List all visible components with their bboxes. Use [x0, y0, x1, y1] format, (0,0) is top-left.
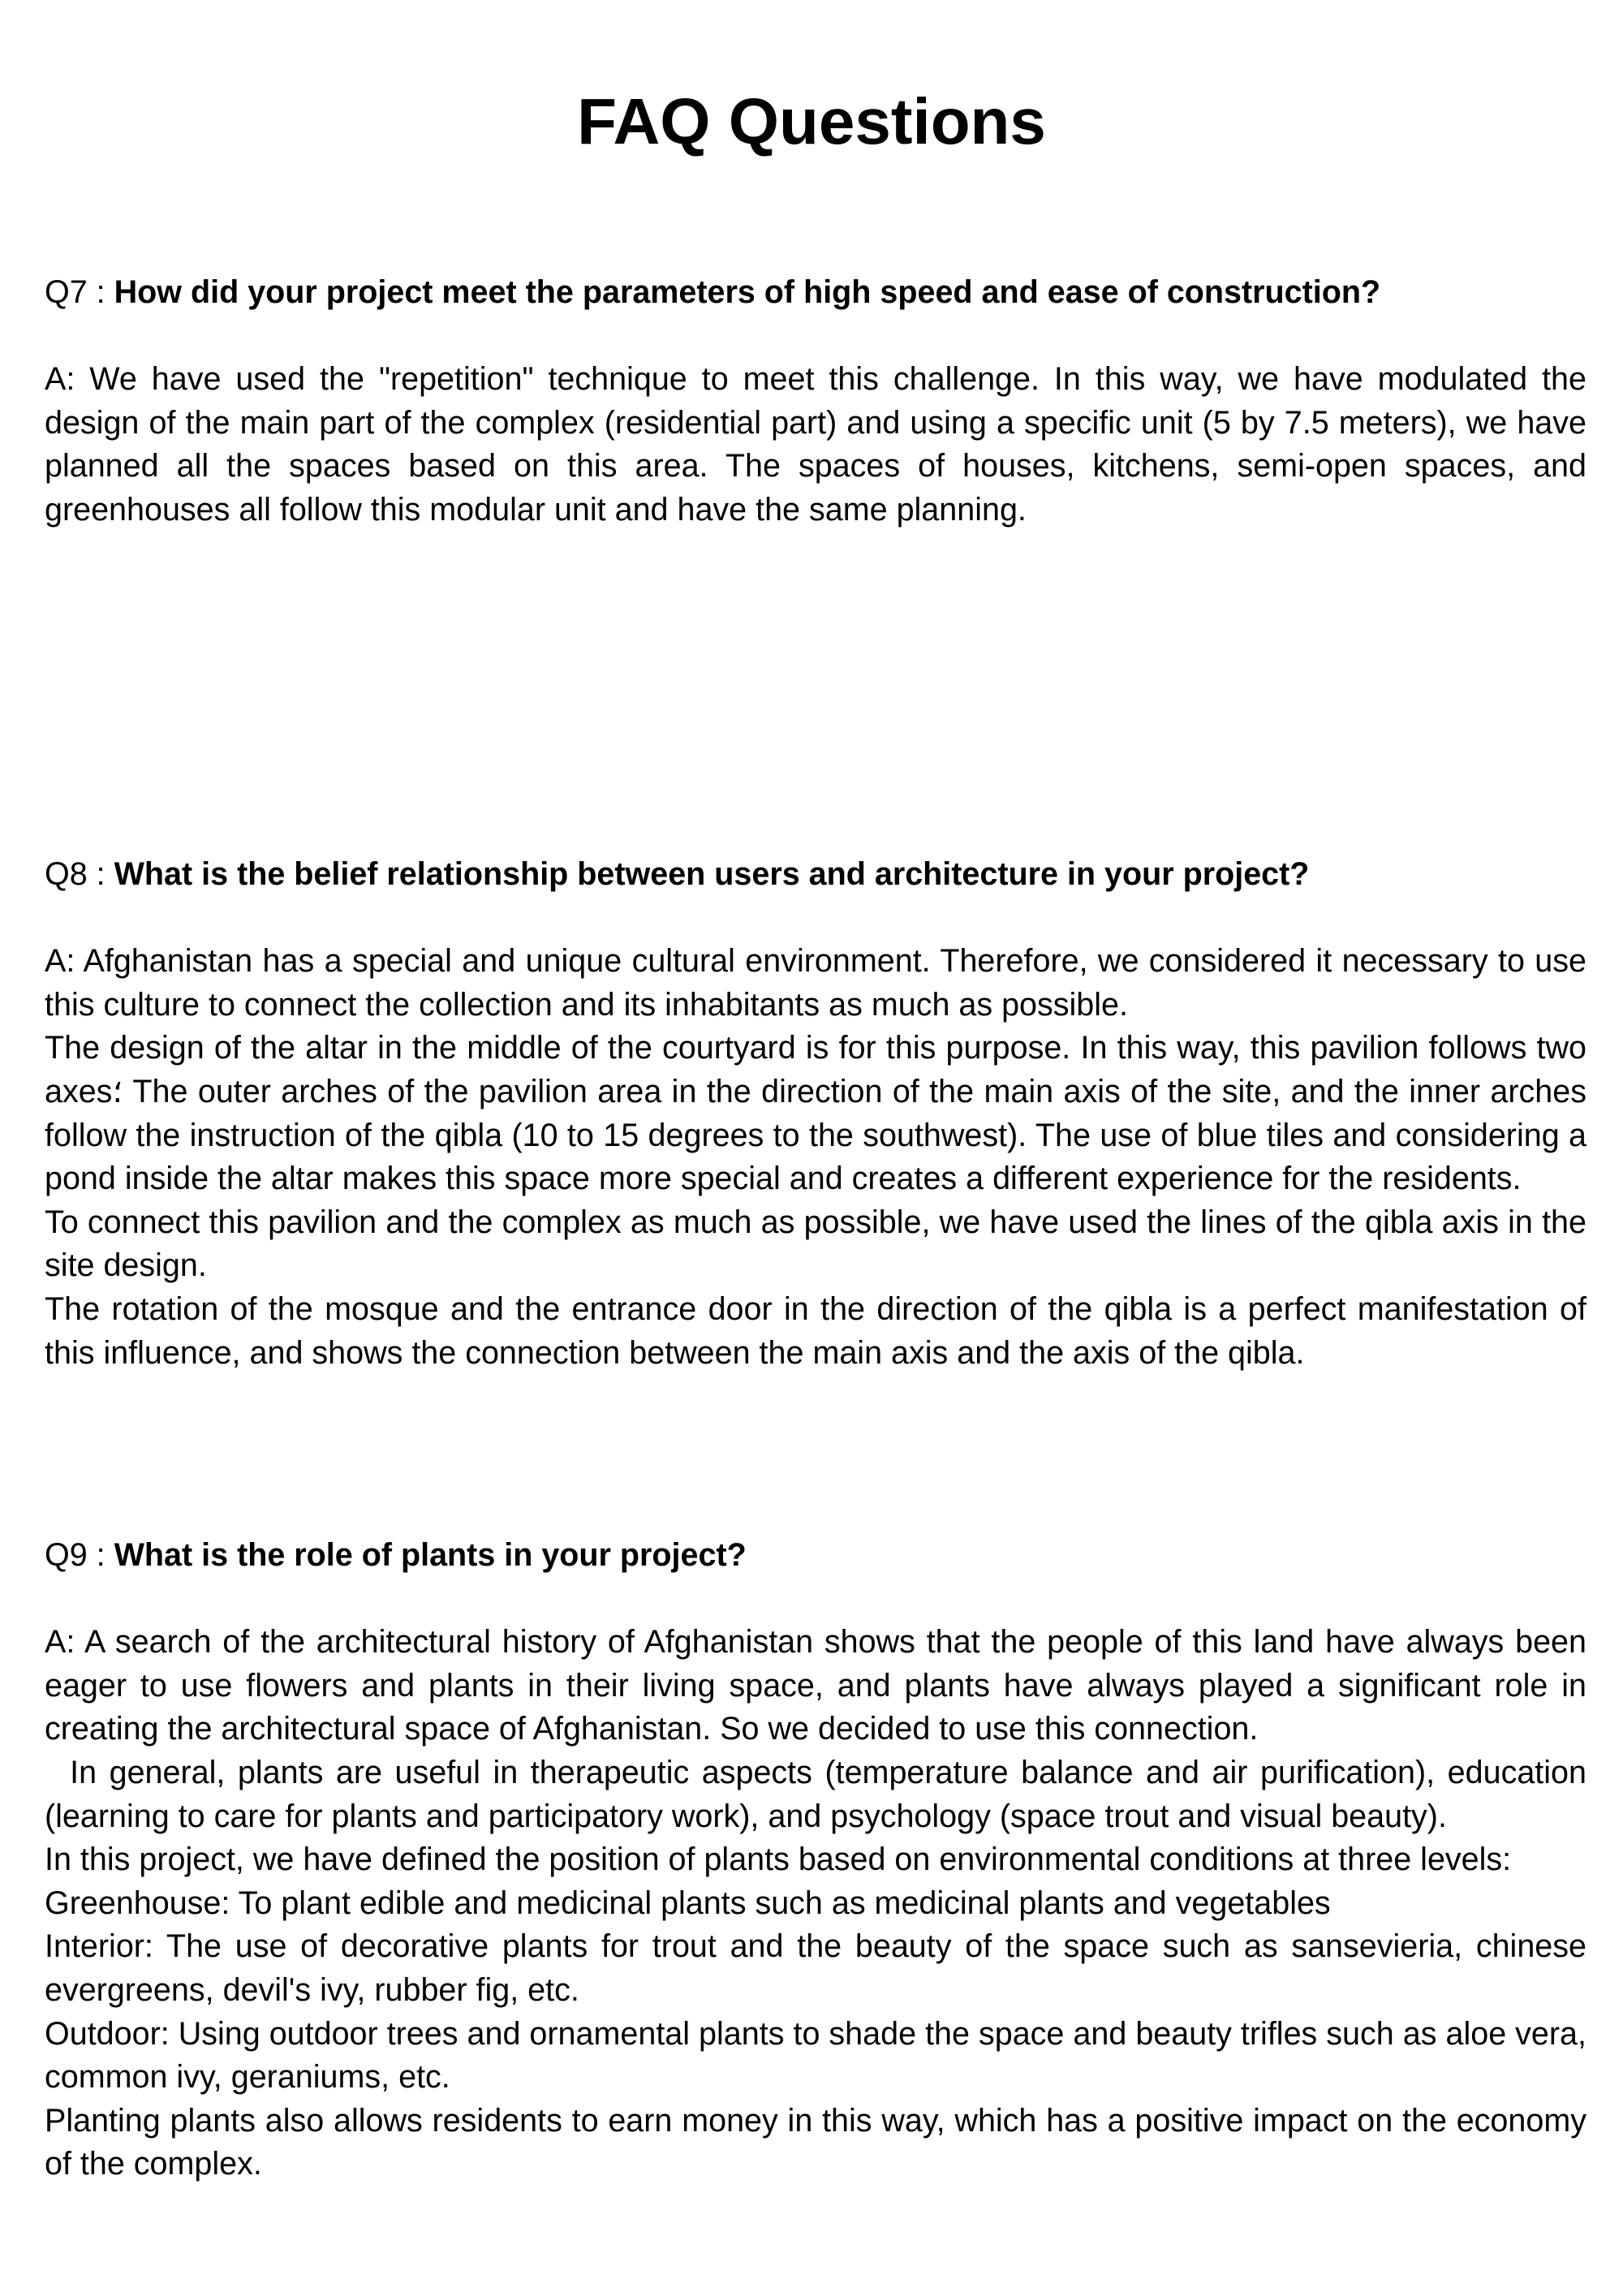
question — [45, 853, 1586, 897]
question-label: Q9 : — [45, 1537, 105, 1573]
answer — [45, 358, 1586, 532]
page-title: FAQ Questions — [577, 85, 1046, 157]
answer-paragraph: Interior: The use of decorative plants for trout and the beauty of the space such as sansevieria, chinese evergreens, devil's ivy, rubber fig, etc. — [45, 1928, 1586, 2008]
answer-paragraph: To connect this pavilion and the complex as much as possible, we have used the lines of the qibla axis in the site design. — [45, 1204, 1586, 1284]
answer-paragraph: In this project, we have defined the position of plants based on environmental conditions at three levels: — [45, 1842, 1512, 1878]
answer-paragraph: A: A search of the architectural history of Afghanistan shows that the people of this land have always been eager to use flowers and plants in their living space, and plants have always played a significant role in creating the architectural space of Afghanistan. So we decided to use this connection. — [45, 1624, 1586, 1747]
question — [45, 271, 1586, 315]
answer-paragraph: Greenhouse: To plant edible and medicinal plants such as medicinal plants and vegetables — [45, 1885, 1331, 1921]
answer-paragraph: Outdoor: Using outdoor trees and ornamental plants to shade the space and beauty trifles such as aloe vera, common ivy, geraniums, etc. — [45, 2015, 1586, 2096]
question — [45, 1534, 1586, 1578]
answer — [45, 940, 1586, 1375]
question-text: What is the belief relationship between users and architecture in your project? — [114, 856, 1310, 892]
answer-paragraph: The rotation of the mosque and the entrance door in the direction of the qibla is a perfect manifestation of this influence, and shows the connection between the main axis and the axis of the qibla. — [45, 1290, 1586, 1371]
faq-item-q7 — [45, 271, 1586, 532]
faq-item-q8 — [45, 853, 1586, 1375]
question-label: Q7 : — [45, 274, 105, 310]
answer-paragraph: A: We have used the "repetition" technique to meet this challenge. In this way, we have modulated the design of the main part of the complex (residential part) and using a specific unit (5 by 7.5 meters), we have planned all the spaces based on this area. The spaces of houses, kitchens, semi-open spaces, and greenhouses all follow this modular unit and have the same planning. — [45, 361, 1586, 528]
answer-paragraph: The design of the altar in the middle of the courtyard is for this purpose. In this way, this pavilion follows two axes؛ The outer arches of the pavilion area in the direction of the main axis of the site, and the inner arches follow the instruction of the qibla (10 to 15 degrees to the southwest). The use of blue tiles and considering a pond inside the altar makes this space more special and creates a different experience for the residents. — [45, 1030, 1586, 1197]
answer-paragraph: A: Afghanistan has a special and unique cultural environment. Therefore, we considered it necessary to use this culture to connect the collection and its inhabitants as much as possible. — [45, 943, 1586, 1023]
answer-paragraph: In general, plants are useful in therapeutic aspects (temperature balance and air purification), education (learning to care for plants and participatory work), and psychology (space trout and visual beauty). — [45, 1754, 1586, 1834]
question-text: What is the role of plants in your project? — [114, 1537, 747, 1573]
faq-item-q9 — [45, 1534, 1586, 2186]
answer — [45, 1621, 1586, 2186]
question-text: How did your project meet the parameters of high speed and ease of construction? — [114, 274, 1381, 310]
answer-paragraph: Planting plants also allows residents to earn money in this way, which has a positive impact on the economy of the complex. — [45, 2102, 1586, 2182]
question-label: Q8 : — [45, 856, 105, 892]
